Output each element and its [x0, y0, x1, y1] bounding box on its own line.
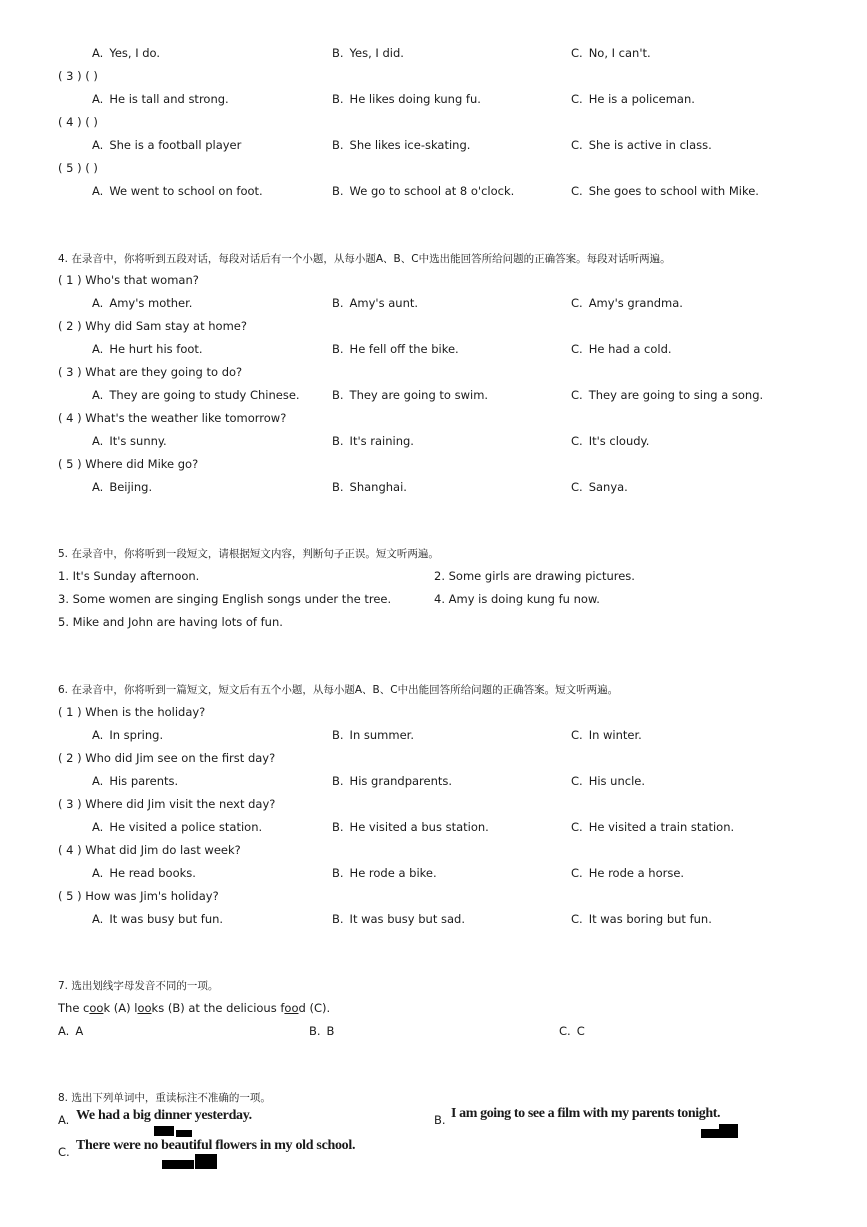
option-c: C. She is active in class.: [571, 138, 712, 152]
question-3: ( 3 ) Where did Jim visit the next day?: [58, 797, 276, 811]
option-c-sentence: There were no beautiful flowers in my old school.: [76, 1138, 356, 1153]
option-c: C. No, I can't.: [571, 46, 651, 60]
option-c: C. C: [559, 1024, 585, 1038]
option-c: C. He visited a train station.: [571, 820, 735, 834]
section-7-sentence: The cook (A) looks (B) at the delicious food (C).: [58, 1001, 331, 1015]
option-a: A. They are going to study Chinese.: [92, 388, 300, 402]
option-a: A. He is tall and strong.: [92, 92, 229, 106]
option-c-label: C.: [58, 1145, 70, 1159]
question-2: ( 2 ) Who did Jim see on the first day?: [58, 751, 276, 765]
stress-mark: [195, 1154, 217, 1169]
option-c: C. They are going to sing a song.: [571, 388, 764, 402]
option-b: B. We go to school at 8 o'clock.: [332, 184, 515, 198]
option-c: C. It's cloudy.: [571, 434, 650, 448]
section-8-heading: 8. 选出下列单词中，重读标注不准确的一项。: [58, 1092, 271, 1104]
option-a: A. He read books.: [92, 866, 196, 880]
option-c: C. She goes to school with Mike.: [571, 184, 759, 198]
section-5-heading: 5. 在录音中，你将听到一段短文，请根据短文内容，判断句子正误。短文听两遍。: [58, 548, 439, 560]
option-b: B. Shanghai.: [332, 480, 407, 494]
option-b: B. It's raining.: [332, 434, 414, 448]
question-1: ( 1 ) When is the holiday?: [58, 705, 206, 719]
question-number: ( 3 ) ( ): [58, 69, 98, 83]
option-c: C. It was boring but fun.: [571, 912, 712, 926]
option-a-label: A.: [58, 1113, 70, 1127]
stress-mark: [154, 1126, 174, 1136]
option-c: C. His uncle.: [571, 774, 646, 788]
option-b: B. He visited a bus station.: [332, 820, 489, 834]
option-a-sentence: We had a big dinner yesterday.: [76, 1108, 252, 1123]
section-6-heading: 6. 在录音中，你将听到一篇短文，短文后有五个小题，从每小题A、B、C中出能回答所给问题的正确答案。短文听两遍。: [58, 684, 619, 696]
option-b-label: B.: [434, 1113, 446, 1127]
question-5: ( 5 ) Where did Mike go?: [58, 457, 199, 471]
statement-1: 1. It's Sunday afternoon.: [58, 569, 200, 583]
section-4-heading: 4. 在录音中，你将听到五段对话，每段对话后有一个小题，从每小题A、B、C中选出能回答所给问题的正确答案。每段对话听两遍。: [58, 253, 671, 265]
question-4: ( 4 ) What's the weather like tomorrow?: [58, 411, 287, 425]
option-b: B. They are going to swim.: [332, 388, 489, 402]
question-2: ( 2 ) Why did Sam stay at home?: [58, 319, 247, 333]
option-a: A. In spring.: [92, 728, 164, 742]
statement-3: 3. Some women are singing English songs under the tree.: [58, 592, 392, 606]
option-b: B. In summer.: [332, 728, 414, 742]
option-c: C. He had a cold.: [571, 342, 672, 356]
option-b: B. Yes, I did.: [332, 46, 404, 60]
option-b: B. She likes ice-skating.: [332, 138, 471, 152]
option-c: C. Sanya.: [571, 480, 628, 494]
section-7-heading: 7. 选出划线字母发音不同的一项。: [58, 980, 219, 992]
option-c: C. He rode a horse.: [571, 866, 685, 880]
question-number: ( 4 ) ( ): [58, 115, 98, 129]
stress-mark: [719, 1124, 738, 1138]
option-c: C. He is a policeman.: [571, 92, 695, 106]
option-b: B. He rode a bike.: [332, 866, 437, 880]
option-b: B. Amy's aunt.: [332, 296, 419, 310]
option-a: A. His parents.: [92, 774, 179, 788]
option-a: A. It was busy but fun.: [92, 912, 224, 926]
option-b: B. He fell off the bike.: [332, 342, 459, 356]
option-a: A. He hurt his foot.: [92, 342, 203, 356]
option-a: A. He visited a police station.: [92, 820, 263, 834]
option-b: B. He likes doing kung fu.: [332, 92, 481, 106]
stress-mark: [701, 1129, 719, 1138]
statement-2: 2. Some girls are drawing pictures.: [434, 569, 635, 583]
stress-mark: [162, 1160, 194, 1169]
option-a: A. Beijing.: [92, 480, 153, 494]
option-a: A. We went to school on foot.: [92, 184, 263, 198]
question-number: ( 5 ) ( ): [58, 161, 98, 175]
question-3: ( 3 ) What are they going to do?: [58, 365, 243, 379]
question-4: ( 4 ) What did Jim do last week?: [58, 843, 241, 857]
option-c: C. Amy's grandma.: [571, 296, 683, 310]
option-b: B. B: [309, 1024, 335, 1038]
statement-4: 4. Amy is doing kung fu now.: [434, 592, 600, 606]
option-a: A. She is a football player: [92, 138, 242, 152]
statement-5: 5. Mike and John are having lots of fun.: [58, 615, 283, 629]
option-b-sentence: I am going to see a film with my parents tonight.: [451, 1106, 721, 1121]
option-b: B. It was busy but sad.: [332, 912, 465, 926]
option-a: A. Yes, I do.: [92, 46, 161, 60]
option-a: A. Amy's mother.: [92, 296, 193, 310]
option-a: A. It's sunny.: [92, 434, 167, 448]
option-b: B. His grandparents.: [332, 774, 453, 788]
question-5: ( 5 ) How was Jim's holiday?: [58, 889, 219, 903]
option-c: C. In winter.: [571, 728, 642, 742]
option-a: A. A: [58, 1024, 84, 1038]
stress-mark: [176, 1130, 192, 1137]
question-1: ( 1 ) Who's that woman?: [58, 273, 199, 287]
